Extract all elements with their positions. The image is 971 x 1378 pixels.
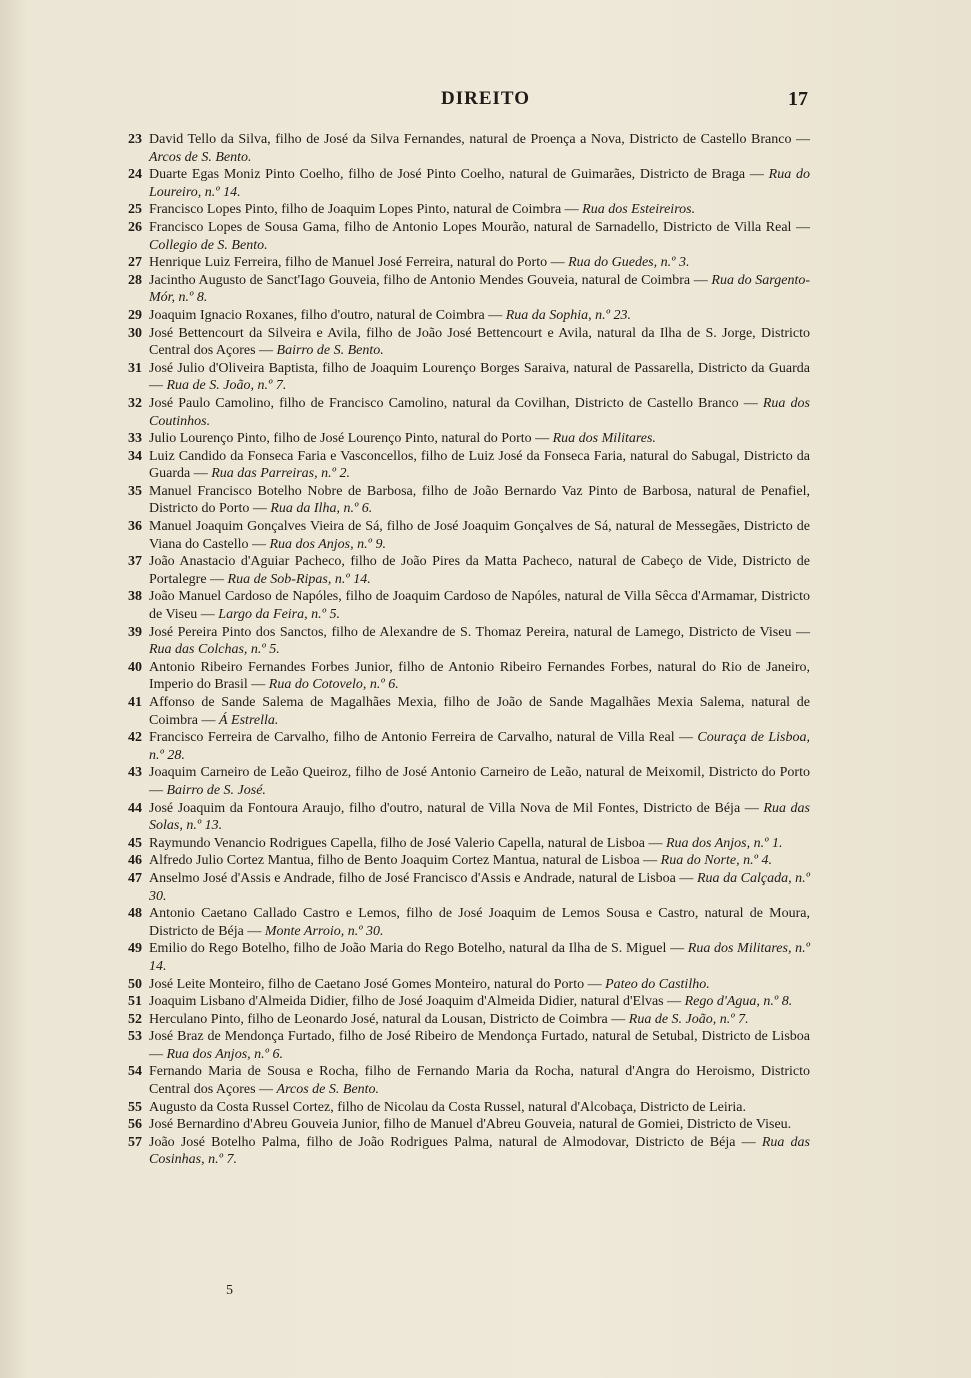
entry-address: Rua da Ilha, n.º 6. xyxy=(270,501,373,517)
list-item xyxy=(120,835,810,853)
entry-address: Rua dos Anjos, n.º 1. xyxy=(665,835,783,851)
entry-address: Monte Arroio, n.º 30. xyxy=(264,923,384,939)
entry-number: 34 xyxy=(128,448,142,464)
entry-number: 32 xyxy=(128,395,142,411)
page-title: DIREITO xyxy=(440,88,530,109)
entry-address: Bairro de S. Bento. xyxy=(276,343,384,359)
list-item xyxy=(120,870,810,905)
entry-text: José Julio d'Oliveira Baptista, filho de Joaquim Lourenço Borges Saraiva, natural de Passarella, Districto da Guarda — xyxy=(149,360,810,394)
list-item xyxy=(120,553,810,588)
list-item xyxy=(120,518,810,553)
entry-address: Rua de Sob-Ripas, n.º 14. xyxy=(227,571,371,587)
entry-number: 45 xyxy=(128,835,142,851)
entry-number: 53 xyxy=(128,1029,142,1045)
entry-text: Luiz Candido da Fonseca Faria e Vasconcellos, filho de Luiz José da Fonseca Faria, natural do Sabugal, Districto da Guarda — xyxy=(149,448,810,482)
entry-address: Collegio de S. Bento. xyxy=(149,237,268,253)
entry-text: Duarte Egas Moniz Pinto Coelho, filho de José Pinto Coelho, natural de Guimarães, Districto de Braga — xyxy=(149,167,769,183)
list-item xyxy=(120,1116,810,1134)
entry-number: 30 xyxy=(128,325,142,341)
entry-address: Rua dos Coutinhos. xyxy=(149,395,811,429)
entry-address: Rua dos Militares, n.º 14. xyxy=(149,941,810,974)
entry-text: João Anastacio d'Aguiar Pacheco, filho de João Pires da Matta Pacheco, natural de Cabeço de Vide, Districto de Portalegre — xyxy=(149,554,810,587)
entry-address: Rua das Parreiras, n.º 2. xyxy=(211,466,350,482)
entry-address: Rua da Calçada, n.º 30. xyxy=(149,870,810,904)
entry-address: Rua do Norte, n.º 4. xyxy=(660,853,772,869)
list-item xyxy=(120,166,810,201)
entry-text: João José Botelho Palma, filho de João Rodrigues Palma, natural de Almodovar, Districto de Béja — xyxy=(149,1134,762,1150)
entry-address: Rua de S. João, n.º 7. xyxy=(166,378,287,394)
entry-text: Augusto da Costa Russel Cortez, filho de Nicolau da Costa Russel, natural d'Alcobaça, Districto de Leiria. xyxy=(149,1099,746,1115)
entry-number: 49 xyxy=(128,941,142,957)
list-item xyxy=(120,254,810,272)
list-item xyxy=(120,588,810,623)
entry-number: 50 xyxy=(128,976,142,992)
entry-address: Pateo do Castilho. xyxy=(605,976,710,992)
entry-text: Alfredo Julio Cortez Mantua, filho de Bento Joaquim Cortez Mantua, natural de Lisboa — xyxy=(149,853,661,869)
entry-number: 35 xyxy=(128,483,142,499)
entry-number: 40 xyxy=(128,659,142,675)
entry-text: José Joaquim da Fontoura Araujo, filho d'outro, natural de Villa Nova de Mil Fontes, Districto de Béja — xyxy=(149,800,764,816)
entry-text: José Braz de Mendonça Furtado, filho de José Ribeiro de Mendonça Furtado, natural de Setubal, Districto de Lisboa — xyxy=(149,1029,810,1062)
entry-number: 54 xyxy=(128,1064,142,1080)
list-item xyxy=(120,940,810,975)
entry-number: 55 xyxy=(128,1099,142,1115)
list-item xyxy=(120,905,810,940)
entry-number: 28 xyxy=(128,272,142,288)
entry-number: 39 xyxy=(128,624,142,640)
entry-address: Rua dos Militares. xyxy=(552,431,656,447)
list-item xyxy=(120,131,810,166)
printer-signature-mark: 5 xyxy=(226,1283,233,1298)
entry-number: 47 xyxy=(128,870,142,886)
entry-text: Manuel Joaquim Gonçalves Vieira de Sá, filho de José Joaquim Gonçalves de Sá, natural de Messegães, Districto de Viana do Castello — xyxy=(149,519,810,552)
entry-text: Julio Lourenço Pinto, filho de José Lourenço Pinto, natural do Porto — xyxy=(149,431,553,447)
list-item xyxy=(120,1028,810,1063)
entry-address: Largo da Feira, n.º 5. xyxy=(218,607,340,623)
entry-number: 51 xyxy=(128,994,142,1010)
list-item xyxy=(120,395,810,430)
entry-text: David Tello da Silva, filho de José da Silva Fernandes, natural de Proença a Nova, Districto de Castello Branco — xyxy=(149,132,810,147)
entry-number: 48 xyxy=(128,906,142,922)
entry-address: Rua do Loureiro, n.º 14. xyxy=(149,167,810,200)
entry-number: 26 xyxy=(128,219,142,235)
entry-address: Rua dos Anjos, n.º 9. xyxy=(269,536,386,552)
entry-number: 42 xyxy=(128,730,142,746)
student-list xyxy=(120,131,810,1169)
entry-number: 23 xyxy=(128,132,142,147)
entry-address: Arcos de S. Bento. xyxy=(149,149,252,165)
list-item xyxy=(120,219,810,254)
entry-text: Francisco Lopes Pinto, filho de Joaquim Lopes Pinto, natural de Coimbra — xyxy=(149,202,583,218)
list-item xyxy=(120,800,810,835)
list-item xyxy=(120,993,810,1011)
entry-number: 25 xyxy=(128,202,142,218)
entry-text: Emilio do Rego Botelho, filho de João Maria do Rego Botelho, natural da Ilha de S. Miguel — xyxy=(149,941,688,957)
entry-number: 41 xyxy=(128,695,142,710)
entry-number: 52 xyxy=(128,1011,142,1027)
list-item xyxy=(120,325,810,360)
entry-text: Affonso de Sande Salema de Magalhães Mexia, filho de João de Sande Magalhães Mexia Salema, natural de Coimbra — xyxy=(149,695,810,728)
entry-address: Rua do Guedes, n.º 3. xyxy=(568,255,690,271)
list-item xyxy=(120,1011,810,1029)
entry-text: José Bettencourt da Silveira e Avila, filho de João José Bettencourt e Avila, natural da Ilha de S. Jorge, Districto Central dos Açores — xyxy=(149,325,810,359)
entry-address: Á Estrella. xyxy=(219,712,279,728)
entry-text: Herculano Pinto, filho de Leonardo José, natural da Lousan, Districto de Coimbra — xyxy=(149,1011,629,1027)
list-item xyxy=(120,360,810,395)
list-item xyxy=(120,201,810,219)
entry-text: Henrique Luiz Ferreira, filho de Manuel José Ferreira, natural do Porto — xyxy=(149,255,569,271)
entry-text: Francisco Lopes de Sousa Gama, filho de Antonio Lopes Mourão, natural de Sarnadello, Districto de Villa Real — xyxy=(149,219,810,235)
entry-number: 44 xyxy=(128,800,142,816)
entry-address: Rua da Sophia, n.º 23. xyxy=(505,307,632,323)
entry-number: 57 xyxy=(128,1134,142,1150)
entry-address: Rua das Colchas, n.º 5. xyxy=(149,642,280,658)
list-item xyxy=(120,1099,810,1117)
entry-text: Francisco Ferreira de Carvalho, filho de Antonio Ferreira de Carvalho, natural de Villa Real — xyxy=(149,730,698,746)
entry-address: Bairro de S. José. xyxy=(166,782,266,798)
list-item xyxy=(120,430,810,448)
entry-number: 29 xyxy=(128,307,142,323)
entry-text: Raymundo Venancio Rodrigues Capella, filho de José Valerio Capella, natural de Lisboa — xyxy=(149,835,666,851)
entry-address: Arcos de S. Bento. xyxy=(276,1082,380,1098)
entry-address: Rua dos Anjos, n.º 6. xyxy=(166,1046,283,1062)
entry-text: Antonio Caetano Callado Castro e Lemos, filho de José Joaquim de Lemos Sousa e Castro, natural de Moura, Districto de Béja — xyxy=(149,906,810,939)
list-item xyxy=(120,729,810,764)
entry-address: Rua das Solas, n.º 13. xyxy=(149,800,811,834)
entry-number: 37 xyxy=(128,554,142,570)
entry-address: Rua das Cosinhas, n.º 7. xyxy=(149,1134,810,1168)
entry-number: 46 xyxy=(128,853,142,869)
entry-number: 56 xyxy=(128,1117,142,1133)
page-header xyxy=(0,88,971,114)
entry-address: Rego d'Agua, n.º 8. xyxy=(684,994,793,1010)
entry-number: 27 xyxy=(128,255,142,271)
entry-text: Joaquim Carneiro de Leão Queiroz, filho de José Antonio Carneiro de Leão, natural de Meixomil, Districto do Porto — xyxy=(149,765,810,798)
entry-text: Antonio Ribeiro Fernandes Forbes Junior, filho de Antonio Ribeiro Fernandes Forbes, natural do Rio de Janeiro, Imperio do Brasil — xyxy=(149,659,810,693)
entry-text: José Bernardino d'Abreu Gouveia Junior, filho de Manuel d'Abreu Gouveia, natural de Gomiei, Districto de Viseu. xyxy=(149,1117,792,1133)
list-item xyxy=(120,448,810,483)
entry-number: 31 xyxy=(128,360,142,376)
list-item xyxy=(120,624,810,659)
entry-text: Fernando Maria de Sousa e Rocha, filho de Fernando Maria da Rocha, natural d'Angra do Heroismo, Districto Central dos Açores — xyxy=(149,1064,810,1098)
entry-address: Rua dos Esteireiros. xyxy=(582,202,696,218)
entry-text: José Paulo Camolino, filho de Francisco Camolino, natural da Covilhan, Districto de Castello Branco — xyxy=(149,395,763,411)
list-item xyxy=(120,659,810,694)
list-item xyxy=(120,307,810,325)
entry-text: João Manuel Cardoso de Napóles, filho de Joaquim Cardoso de Napóles, natural de Villa Sêcca d'Armamar, Districto de Viseu — xyxy=(149,589,810,623)
entry-text: José Leite Monteiro, filho de Caetano José Gomes Monteiro, natural do Porto — xyxy=(149,976,606,992)
list-item xyxy=(120,1134,810,1169)
entry-address: Rua do Cotovelo, n.º 6. xyxy=(268,677,399,693)
entry-text: Anselmo José d'Assis e Andrade, filho de José Francisco d'Assis e Andrade, natural de Lisboa — xyxy=(149,870,697,886)
entry-number: 24 xyxy=(128,167,142,183)
list-item xyxy=(120,1063,810,1098)
list-item xyxy=(120,852,810,870)
list-item xyxy=(120,976,810,994)
entry-number: 38 xyxy=(128,589,142,605)
page-number: 17 xyxy=(788,88,808,110)
entry-text: Jacintho Augusto de Sanct'Iago Gouveia, filho de Antonio Mendes Gouveia, natural de Coimbra — xyxy=(149,272,712,288)
entry-address: Couraça de Lisboa, n.º 28. xyxy=(149,730,810,763)
entry-number: 36 xyxy=(128,519,142,535)
entry-text: Manuel Francisco Botelho Nobre de Barbosa, filho de João Bernardo Vaz Pinto de Barbosa, natural de Penafiel, Districto do Porto — xyxy=(149,483,810,517)
entry-number: 33 xyxy=(128,431,142,447)
entry-text: Joaquim Lisbano d'Almeida Didier, filho de José Joaquim d'Almeida Didier, natural d'Elvas — xyxy=(149,994,685,1010)
entry-number: 43 xyxy=(128,765,142,781)
entry-address: Rua do Sargento-Mór, n.º 8. xyxy=(149,272,811,306)
entry-text: Joaquim Ignacio Roxanes, filho d'outro, natural de Coimbra — xyxy=(149,307,506,323)
entry-address: Rua de S. João, n.º 7. xyxy=(628,1011,749,1027)
list-item xyxy=(120,483,810,518)
entry-text: José Pereira Pinto dos Sanctos, filho de Alexandre de S. Thomaz Pereira, natural de Lamego, Districto de Viseu — xyxy=(149,624,810,640)
list-item xyxy=(120,272,810,307)
list-item xyxy=(120,764,810,799)
list-item xyxy=(120,694,810,729)
